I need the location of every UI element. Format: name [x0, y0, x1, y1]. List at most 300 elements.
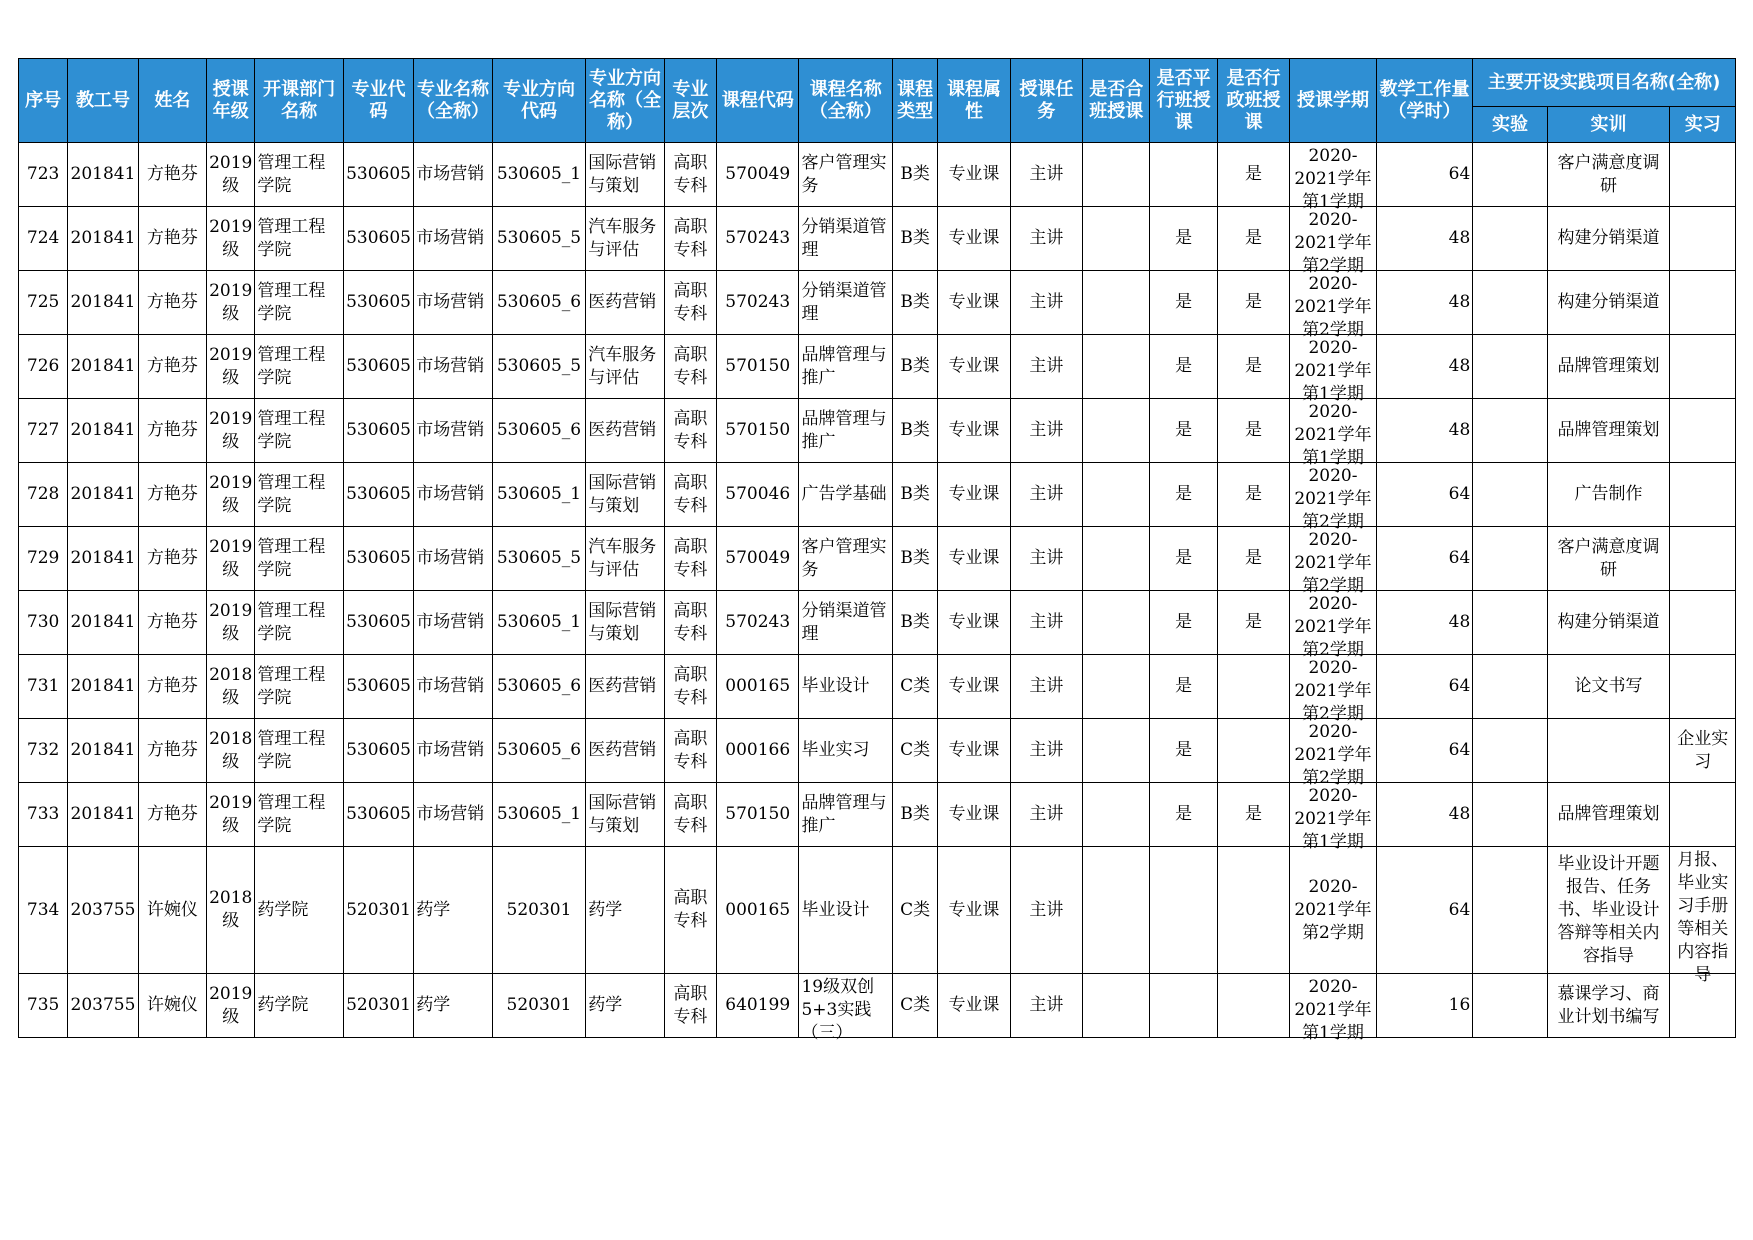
table-cell: 是 [1217, 591, 1289, 655]
practice-subheader: 实验 [1473, 107, 1547, 143]
table-cell: 530605_6 [492, 271, 586, 335]
table-cell: 市场营销 [414, 271, 492, 335]
table-cell: 高职专科 [664, 655, 716, 719]
table-cell: 主讲 [1010, 271, 1082, 335]
table-cell: 是 [1217, 399, 1289, 463]
table-cell [1473, 271, 1547, 335]
table-cell [1670, 655, 1736, 719]
table-cell: 方艳芬 [138, 591, 206, 655]
table-cell: 64 [1376, 463, 1473, 527]
table-cell: 构建分销渠道 [1547, 591, 1670, 655]
column-header: 开课部门名称 [255, 59, 344, 143]
table-cell: 201841 [68, 591, 138, 655]
table-cell: 2020-2021学年第2学期 [1290, 719, 1377, 783]
table-cell: 2020-2021学年第1学期 [1290, 143, 1377, 207]
table-cell: 530605 [343, 719, 413, 783]
table-cell: 2019级 [207, 143, 255, 207]
table-cell: 2018级 [207, 719, 255, 783]
table-cell: 主讲 [1010, 207, 1082, 271]
table-cell: 19级双创5+3实践（三） [799, 974, 893, 1038]
table-cell: 药学 [414, 847, 492, 974]
table-cell: 520301 [343, 847, 413, 974]
table-cell: 主讲 [1010, 591, 1082, 655]
table-cell: 是 [1217, 271, 1289, 335]
table-cell: 201841 [68, 207, 138, 271]
table-cell: 主讲 [1010, 783, 1082, 847]
table-cell: 是 [1150, 399, 1217, 463]
table-cell: 主讲 [1010, 143, 1082, 207]
table-cell: 高职专科 [664, 463, 716, 527]
table-cell [1473, 847, 1547, 974]
table-cell: 727 [19, 399, 68, 463]
table-cell: 是 [1150, 591, 1217, 655]
table-cell: 730 [19, 591, 68, 655]
table-cell: 520301 [492, 974, 586, 1038]
table-cell: 广告制作 [1547, 463, 1670, 527]
table-cell: 企业实习 [1670, 719, 1736, 783]
table-cell: 201841 [68, 335, 138, 399]
column-header: 专业层次 [664, 59, 716, 143]
table-cell: 48 [1376, 783, 1473, 847]
table-cell: 高职专科 [664, 271, 716, 335]
table-cell [1670, 591, 1736, 655]
table-cell: 许婉仪 [138, 974, 206, 1038]
table-cell: 570150 [716, 399, 798, 463]
table-row [19, 847, 1736, 974]
table-cell: 毕业实习 [799, 719, 893, 783]
table-cell: 530605 [343, 527, 413, 591]
table-cell: 品牌管理策划 [1547, 399, 1670, 463]
table-cell: 2019级 [207, 463, 255, 527]
table-cell [1217, 719, 1289, 783]
table-cell: 慕课学习、商业计划书编写 [1547, 974, 1670, 1038]
table-cell: 市场营销 [414, 399, 492, 463]
table-cell: 734 [19, 847, 68, 974]
table-cell: 2020-2021学年第1学期 [1290, 335, 1377, 399]
table-cell: 分销渠道管理 [799, 271, 893, 335]
table-cell: 64 [1376, 847, 1473, 974]
table-cell: 市场营销 [414, 463, 492, 527]
table-cell: 管理工程学院 [255, 655, 344, 719]
table-cell: 530605_5 [492, 207, 586, 271]
table-cell [1473, 207, 1547, 271]
table-cell: 汽车服务与评估 [586, 527, 664, 591]
table-cell: 方艳芬 [138, 719, 206, 783]
table-cell: 国际营销与策划 [586, 143, 664, 207]
column-header: 是否合班授课 [1083, 59, 1150, 143]
table-cell [1083, 463, 1150, 527]
table-cell: 000166 [716, 719, 798, 783]
table-cell: 2020-2021学年第2学期 [1290, 463, 1377, 527]
column-header: 序号 [19, 59, 68, 143]
column-header: 课程代码 [716, 59, 798, 143]
column-header: 是否平行班授课 [1150, 59, 1217, 143]
table-row [19, 655, 1736, 719]
table-cell [1670, 271, 1736, 335]
table-cell: 530605_1 [492, 463, 586, 527]
table-cell: 203755 [68, 974, 138, 1038]
table-cell: 729 [19, 527, 68, 591]
table-cell: 201841 [68, 271, 138, 335]
table-cell: 专业课 [938, 591, 1010, 655]
table-cell: 主讲 [1010, 719, 1082, 783]
column-header: 课程类型 [892, 59, 937, 143]
table-cell: 530605_6 [492, 655, 586, 719]
table-cell: B类 [892, 783, 937, 847]
table-row [19, 335, 1736, 399]
column-header: 课程名称（全称） [799, 59, 893, 143]
table-cell: 530605 [343, 335, 413, 399]
table-cell: 570243 [716, 207, 798, 271]
table-cell: 570243 [716, 591, 798, 655]
table-cell: 市场营销 [414, 783, 492, 847]
table-cell: 国际营销与策划 [586, 783, 664, 847]
table-cell: 主讲 [1010, 847, 1082, 974]
table-cell: 48 [1376, 271, 1473, 335]
column-header: 专业代码 [343, 59, 413, 143]
table-cell [1083, 335, 1150, 399]
table-cell: 是 [1217, 335, 1289, 399]
table-cell: 是 [1217, 783, 1289, 847]
table-cell: 733 [19, 783, 68, 847]
table-cell: 530605_6 [492, 719, 586, 783]
table-cell: 530605_1 [492, 591, 586, 655]
table-cell: 高职专科 [664, 974, 716, 1038]
table-cell: 药学 [414, 974, 492, 1038]
table-cell [1083, 719, 1150, 783]
table-row [19, 527, 1736, 591]
table-cell: 药学院 [255, 974, 344, 1038]
table-cell: 管理工程学院 [255, 527, 344, 591]
table-cell: C类 [892, 655, 937, 719]
table-cell: 市场营销 [414, 591, 492, 655]
table-cell [1217, 655, 1289, 719]
table-cell [1083, 527, 1150, 591]
table-cell: 市场营销 [414, 719, 492, 783]
table-cell: B类 [892, 399, 937, 463]
table-cell: 是 [1150, 207, 1217, 271]
table-cell: 方艳芬 [138, 207, 206, 271]
table-cell: 201841 [68, 719, 138, 783]
table-cell: 725 [19, 271, 68, 335]
table-cell: 是 [1217, 143, 1289, 207]
table-cell: 530605_6 [492, 399, 586, 463]
table-cell [1083, 399, 1150, 463]
table-cell [1473, 783, 1547, 847]
table-cell: 医药营销 [586, 655, 664, 719]
table-cell [1083, 783, 1150, 847]
table-cell [1217, 974, 1289, 1038]
table-cell [1150, 143, 1217, 207]
column-header: 是否行政班授课 [1217, 59, 1289, 143]
table-cell: 731 [19, 655, 68, 719]
table-cell [1083, 655, 1150, 719]
table-cell [1083, 591, 1150, 655]
table-body [19, 143, 1736, 1043]
table-cell [1473, 399, 1547, 463]
table-cell: 方艳芬 [138, 271, 206, 335]
table-cell: 市场营销 [414, 207, 492, 271]
table-cell: 构建分销渠道 [1547, 271, 1670, 335]
table-cell: 48 [1376, 335, 1473, 399]
table-cell: 2019级 [207, 335, 255, 399]
table-row [19, 463, 1736, 527]
table-cell: 64 [1376, 143, 1473, 207]
table-cell: 2018级 [207, 655, 255, 719]
table-cell: 品牌管理策划 [1547, 335, 1670, 399]
table-cell [1473, 974, 1547, 1038]
table-cell: 是 [1150, 655, 1217, 719]
table-cell: 48 [1376, 591, 1473, 655]
table-cell: 专业课 [938, 783, 1010, 847]
table-cell: B类 [892, 335, 937, 399]
table-cell [1083, 974, 1150, 1038]
table-cell: 构建分销渠道 [1547, 207, 1670, 271]
table-cell: 高职专科 [664, 399, 716, 463]
table-cell: C类 [892, 974, 937, 1038]
table-cell: 201841 [68, 783, 138, 847]
table-cell: 203755 [68, 847, 138, 974]
table-cell: 2019级 [207, 783, 255, 847]
table-cell: 专业课 [938, 527, 1010, 591]
table-cell: 2019级 [207, 271, 255, 335]
table-cell: 医药营销 [586, 399, 664, 463]
column-header: 授课学期 [1290, 59, 1377, 143]
table-row [19, 271, 1736, 335]
table-cell: 专业课 [938, 974, 1010, 1038]
table-cell: 520301 [343, 974, 413, 1038]
table-cell [1150, 974, 1217, 1038]
table-cell: B类 [892, 271, 937, 335]
table-cell: 530605_1 [492, 143, 586, 207]
table-cell: 药学院 [255, 847, 344, 974]
table-cell: 市场营销 [414, 527, 492, 591]
table-cell: 570150 [716, 335, 798, 399]
table-cell: B类 [892, 207, 937, 271]
table-cell: 530605 [343, 399, 413, 463]
table-row [19, 974, 1736, 1038]
table-cell: C类 [892, 847, 937, 974]
table-cell: 201841 [68, 527, 138, 591]
table-cell: 分销渠道管理 [799, 591, 893, 655]
table-cell: 530605 [343, 271, 413, 335]
table-cell: 48 [1376, 399, 1473, 463]
table-cell: 品牌管理与推广 [799, 335, 893, 399]
table-cell: 是 [1150, 271, 1217, 335]
table-cell: 市场营销 [414, 335, 492, 399]
table-cell: 201841 [68, 399, 138, 463]
table-cell [1083, 847, 1150, 974]
table-cell: 管理工程学院 [255, 719, 344, 783]
table-cell: 520301 [492, 847, 586, 974]
table-cell: 是 [1217, 527, 1289, 591]
table-cell: 2020-2021学年第2学期 [1290, 207, 1377, 271]
table-cell: 530605 [343, 783, 413, 847]
table-cell: 2020-2021学年第2学期 [1290, 527, 1377, 591]
column-header: 课程属性 [938, 59, 1010, 143]
table-cell: 530605_1 [492, 783, 586, 847]
table-cell: 医药营销 [586, 271, 664, 335]
table-cell: 主讲 [1010, 974, 1082, 1038]
table-cell: 高职专科 [664, 783, 716, 847]
column-header: 授课任务 [1010, 59, 1082, 143]
table-cell: 方艳芬 [138, 783, 206, 847]
table-cell: 客户满意度调研 [1547, 527, 1670, 591]
table-cell [1473, 335, 1547, 399]
table-cell: 728 [19, 463, 68, 527]
table-cell: 570046 [716, 463, 798, 527]
table-cell: 16 [1376, 974, 1473, 1038]
table-cell: 管理工程学院 [255, 591, 344, 655]
table-cell: 530605 [343, 463, 413, 527]
table-cell [1473, 143, 1547, 207]
table-cell: 方艳芬 [138, 143, 206, 207]
table-cell [1083, 207, 1150, 271]
table-cell: 570049 [716, 527, 798, 591]
table-cell: 国际营销与策划 [586, 591, 664, 655]
table-cell [1473, 655, 1547, 719]
table-cell: 2020-2021学年第2学期 [1290, 591, 1377, 655]
table-cell: 570150 [716, 783, 798, 847]
table-cell: 2020-2021学年第1学期 [1290, 783, 1377, 847]
column-header: 专业名称（全称） [414, 59, 492, 143]
table-cell: 专业课 [938, 655, 1010, 719]
table-cell [1670, 143, 1736, 207]
table-cell: 方艳芬 [138, 399, 206, 463]
table-cell: 2020-2021学年第2学期 [1290, 655, 1377, 719]
table-cell: 国际营销与策划 [586, 463, 664, 527]
table-cell: 管理工程学院 [255, 399, 344, 463]
table-cell: 主讲 [1010, 399, 1082, 463]
table-row [19, 719, 1736, 783]
table-cell: 方艳芬 [138, 463, 206, 527]
table-cell [1547, 719, 1670, 783]
table-cell: 专业课 [938, 463, 1010, 527]
table-cell: 530605_5 [492, 527, 586, 591]
table-cell: 735 [19, 974, 68, 1038]
column-header: 主要开设实践项目名称(全称) [1473, 59, 1736, 107]
table-cell: 管理工程学院 [255, 463, 344, 527]
table-row [19, 783, 1736, 847]
table-cell: 530605 [343, 591, 413, 655]
table-cell: 主讲 [1010, 463, 1082, 527]
column-header: 教工号 [68, 59, 138, 143]
column-header: 姓名 [138, 59, 206, 143]
table-cell: 530605 [343, 207, 413, 271]
table-cell: 64 [1376, 527, 1473, 591]
table-cell: B类 [892, 527, 937, 591]
table-cell: 64 [1376, 655, 1473, 719]
table-cell: 管理工程学院 [255, 335, 344, 399]
table-cell: 专业课 [938, 719, 1010, 783]
table-cell: B类 [892, 463, 937, 527]
practice-subheader: 实训 [1547, 107, 1670, 143]
table-cell: 品牌管理与推广 [799, 399, 893, 463]
table-cell: 药学 [586, 974, 664, 1038]
table-cell: 专业课 [938, 399, 1010, 463]
table-cell: 64 [1376, 719, 1473, 783]
table-cell: 高职专科 [664, 143, 716, 207]
practice-subheader: 实习 [1670, 107, 1736, 143]
table-cell [1083, 143, 1150, 207]
table-cell: 是 [1150, 719, 1217, 783]
table-cell: 月报、毕业实习手册等相关内容指导 [1670, 847, 1736, 974]
table-cell: 000165 [716, 655, 798, 719]
table-cell: 分销渠道管理 [799, 207, 893, 271]
course-table [18, 58, 1736, 1043]
table-cell [1670, 399, 1736, 463]
table-row [19, 591, 1736, 655]
table-cell: 高职专科 [664, 335, 716, 399]
column-header: 教学工作量（学时） [1376, 59, 1473, 143]
table-cell: 2019级 [207, 527, 255, 591]
table-cell: 高职专科 [664, 527, 716, 591]
table-cell: 客户满意度调研 [1547, 143, 1670, 207]
table-cell: 管理工程学院 [255, 143, 344, 207]
table-cell: 专业课 [938, 207, 1010, 271]
table-cell: 毕业设计 [799, 847, 893, 974]
table-cell [1473, 591, 1547, 655]
table-cell: 许婉仪 [138, 847, 206, 974]
table-cell: 方艳芬 [138, 655, 206, 719]
table-cell: 主讲 [1010, 655, 1082, 719]
table-cell [1150, 847, 1217, 974]
table-cell: 高职专科 [664, 847, 716, 974]
table-cell: 530605 [343, 655, 413, 719]
table-cell: 专业课 [938, 271, 1010, 335]
table-cell: 高职专科 [664, 591, 716, 655]
table-cell: 723 [19, 143, 68, 207]
table-cell: B类 [892, 591, 937, 655]
column-header: 专业方向名称（全称） [586, 59, 664, 143]
table-row [19, 143, 1736, 207]
table-cell [1473, 463, 1547, 527]
table-cell: 专业课 [938, 847, 1010, 974]
table-cell: 管理工程学院 [255, 783, 344, 847]
table-cell: 2020-2021学年第2学期 [1290, 271, 1377, 335]
table-cell [1670, 463, 1736, 527]
table-cell [1670, 335, 1736, 399]
table-cell: B类 [892, 143, 937, 207]
table-cell: 2019级 [207, 591, 255, 655]
table-cell: 000165 [716, 847, 798, 974]
table-cell: 药学 [586, 847, 664, 974]
table-cell: 732 [19, 719, 68, 783]
column-header: 专业方向代码 [492, 59, 586, 143]
table-cell: 高职专科 [664, 719, 716, 783]
column-header: 授课年级 [207, 59, 255, 143]
table-cell: 2020-2021学年第1学期 [1290, 399, 1377, 463]
table-cell: 201841 [68, 463, 138, 527]
table-cell: 201841 [68, 143, 138, 207]
table-cell [1670, 207, 1736, 271]
table-cell: 530605_5 [492, 335, 586, 399]
table-cell: 毕业设计 [799, 655, 893, 719]
table-cell [1083, 271, 1150, 335]
table-cell: 2018级 [207, 847, 255, 974]
table-cell: 专业课 [938, 143, 1010, 207]
table-cell: 汽车服务与评估 [586, 335, 664, 399]
table-row [19, 399, 1736, 463]
table-cell: 2019级 [207, 207, 255, 271]
table-cell: 专业课 [938, 335, 1010, 399]
table-cell: 广告学基础 [799, 463, 893, 527]
table-cell: 论文书写 [1547, 655, 1670, 719]
table-cell: 640199 [716, 974, 798, 1038]
table-cell: 高职专科 [664, 207, 716, 271]
table-cell: 品牌管理策划 [1547, 783, 1670, 847]
table-cell: 570243 [716, 271, 798, 335]
